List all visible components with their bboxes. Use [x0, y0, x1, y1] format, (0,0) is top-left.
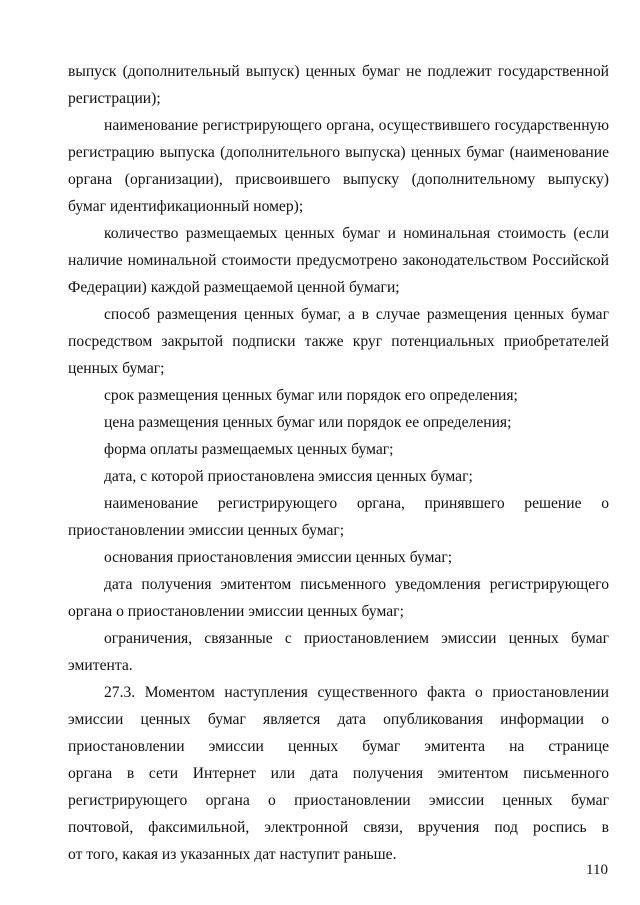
text-line: срок размещения ценных бумаг или порядок его определения;	[104, 387, 518, 404]
text-line: ценных бумаг;	[68, 360, 165, 377]
text-line: Федерации) каждой размещаемой ценной бумаги;	[68, 279, 400, 296]
text-line: приостановлении эмиссии ценных бумаг эмитента на странице	[68, 738, 609, 755]
text-line: наименование регистрирующего органа, принявшего решение о	[104, 495, 609, 512]
text-line: посредством закрытой подписки также круг потенциальных приобретателей	[68, 333, 609, 350]
text-line: выпуск (дополнительный выпуск) ценных бумаг не подлежит государственной	[68, 63, 609, 80]
text-line: приостановлении эмиссии ценных бумаг;	[68, 522, 345, 539]
text-line: наличие номинальной стоимости предусмотрено законодательством Российской	[68, 252, 609, 269]
text-line: количество размещаемых ценных бумаг и номинальная стоимость (если	[104, 225, 609, 242]
text-line: 27.3. Моментом наступления существенного факта о приостановлении	[104, 684, 609, 701]
text-line: форма оплаты размещаемых ценных бумаг;	[104, 441, 394, 458]
text-line: эмитента.	[68, 657, 133, 674]
text-line: регистрацию выпуска (дополнительного выпуска) ценных бумаг (наименование	[68, 144, 609, 161]
text-line: ограничения, связанные с приостановлением эмиссии ценных бумаг	[104, 630, 609, 647]
text-line: дата, с которой приостановлена эмиссия ценных бумаг;	[104, 468, 473, 485]
text-line: почтовой, факсимильной, электронной связи, вручения под роспись в	[68, 819, 609, 836]
text-line: способ размещения ценных бумаг, а в случае размещения ценных бумаг	[104, 306, 609, 323]
text-line: органа о приостановлении эмиссии ценных бумаг;	[68, 603, 404, 620]
text-line: эмиссии ценных бумаг является дата опубликования информации о	[68, 711, 609, 728]
page-number: 110	[586, 862, 608, 878]
text-line: регистрации);	[68, 90, 161, 107]
text-line: основания приостановления эмиссии ценных бумаг;	[104, 549, 453, 566]
text-line: органа в сети Интернет или дата получения эмитентом письменного	[68, 765, 609, 782]
text-line: цена размещения ценных бумаг или порядок ее определения;	[104, 414, 512, 431]
text-line: от того, какая из указанных дат наступит раньше.	[68, 846, 397, 863]
text-line: регистрирующего органа о приостановлении эмиссии ценных бумаг	[68, 792, 609, 809]
text-line: дата получения эмитентом письменного уведомления регистрирующего	[104, 576, 609, 593]
text-line: органа (организации), присвоившего выпуску (дополнительному выпуску)	[68, 171, 609, 188]
text-line: бумаг идентификационный номер);	[68, 198, 304, 215]
text-line: наименование регистрирующего органа, осуществившего государственную	[104, 117, 609, 134]
